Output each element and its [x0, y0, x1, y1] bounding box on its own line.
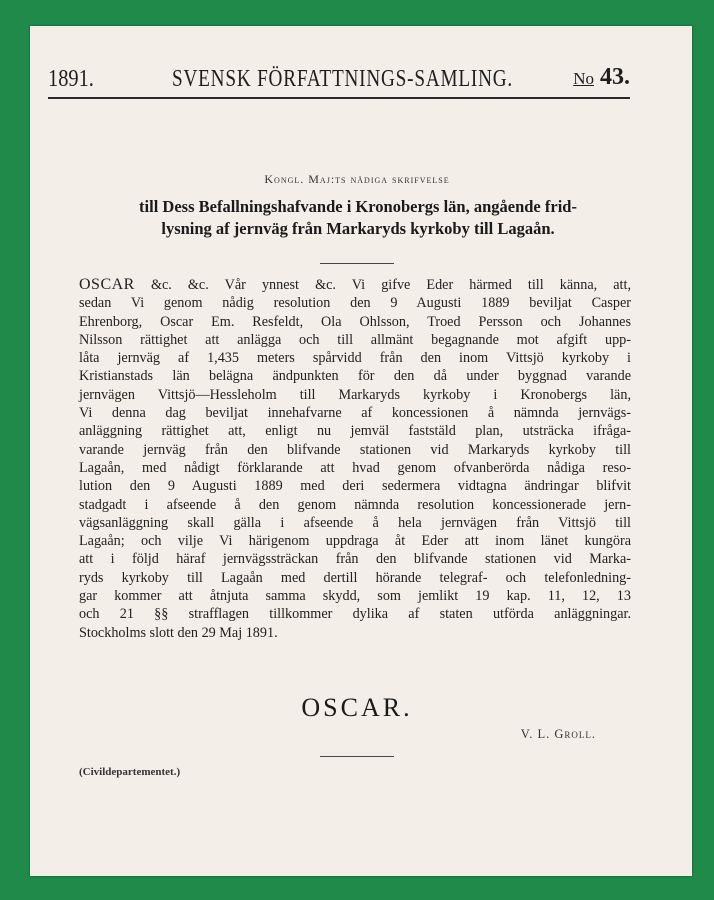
body-line: Lagaån, med nådigt förklarande att hvad genom ofvanberörda nådiga reso- [79, 459, 631, 476]
body-line: OSCAR &c. &c. Vår ynnest &c. Vi gifve Eder härmed till känna, att, [79, 276, 631, 293]
title-line: lysning af jernväg från Markaryds kyrkoby till Lagaån. [161, 219, 555, 238]
body-line: varande jernväg från den blifvande stationen vid Markaryds kyrkoby till [79, 441, 631, 458]
department-note: (Civildepartementet.) [79, 766, 181, 778]
signature-divider [320, 756, 394, 757]
body-line: jernvägen Vittsjö—Hessleholm till Markaryds kyrkoby i Kronobergs län, [79, 386, 631, 403]
body-line: Stockholms slott den 29 Maj 1891. [79, 624, 278, 641]
body-line: Lagaån; och vilje Vi härigenom uppdraga åt Eder att inom länet kungöra [79, 533, 631, 550]
body-line: Vi denna dag beviljat innehafvarne af koncessionen å nämnda jernvägs- [79, 405, 631, 422]
header-title: SVENSK FÖRFATTNINGS-SAMLING. [172, 66, 514, 92]
number-value: 43. [600, 64, 630, 90]
title-line: till Dess Befallningshafvande i Kronobergs län, angående frid- [139, 197, 577, 216]
body-line: lution den 9 Augusti 1889 med deri sedermera vidtagna ändringar blifvit [79, 478, 631, 495]
body-line: Kristianstads län belägna ändpunkten för den då under byggnad varande [79, 368, 631, 385]
body-line: att i följd häraf jernvägssträckan från den blifvande stationen vid Marka- [79, 551, 631, 568]
body-line: anläggning rättighet att, enligt nu jemväl faststäld plan, utsträcka ifråga- [79, 423, 631, 440]
body-line: låta jernväg af 1,435 meters spårvidd från den inom Vittsjö kyrkoby i [79, 350, 631, 367]
body-line: och 21 §§ strafflagen tillkommer dylika af staten utförda anläggningar. [79, 606, 631, 623]
royal-signature: OSCAR. [301, 693, 413, 722]
number-symbol: No [573, 69, 594, 88]
body-line: stadgadt i afseende å den genom nämnda resolution koncessionerade jern- [79, 496, 631, 513]
document-subhead: Kongl. Maj:ts nådiga skrifvelse [264, 172, 450, 186]
document-title [80, 196, 636, 240]
countersignature: V. L. Groll. [520, 727, 596, 741]
body-line: Nilsson rättighet att anlägga och till allmänt begagnande mot afgift upp- [79, 331, 631, 348]
header-rule [48, 97, 630, 99]
page-header [48, 62, 630, 96]
document-body [79, 276, 631, 642]
body-line: Ehrenborg, Oscar Em. Resfeldt, Ola Ohlsson, Troed Persson och Johannes [79, 313, 631, 330]
header-number [573, 64, 630, 91]
body-lead: OSCAR [79, 276, 135, 293]
body-line: vägsanläggning skall gälla i afseende å hela jernvägen från Vittsjö till [79, 514, 631, 531]
title-divider [320, 263, 394, 264]
body-line: gar kommer att åtnjuta samma skydd, som jemlikt 19 kap. 11, 12, 13 [79, 588, 631, 605]
header-year: 1891. [48, 66, 94, 92]
body-line: sedan Vi genom nådig resolution den 9 Augusti 1889 beviljat Casper [79, 295, 631, 312]
body-line: ryds kyrkoby till Lagaån med dertill hörande telegraf- och telefonledning- [79, 569, 631, 586]
